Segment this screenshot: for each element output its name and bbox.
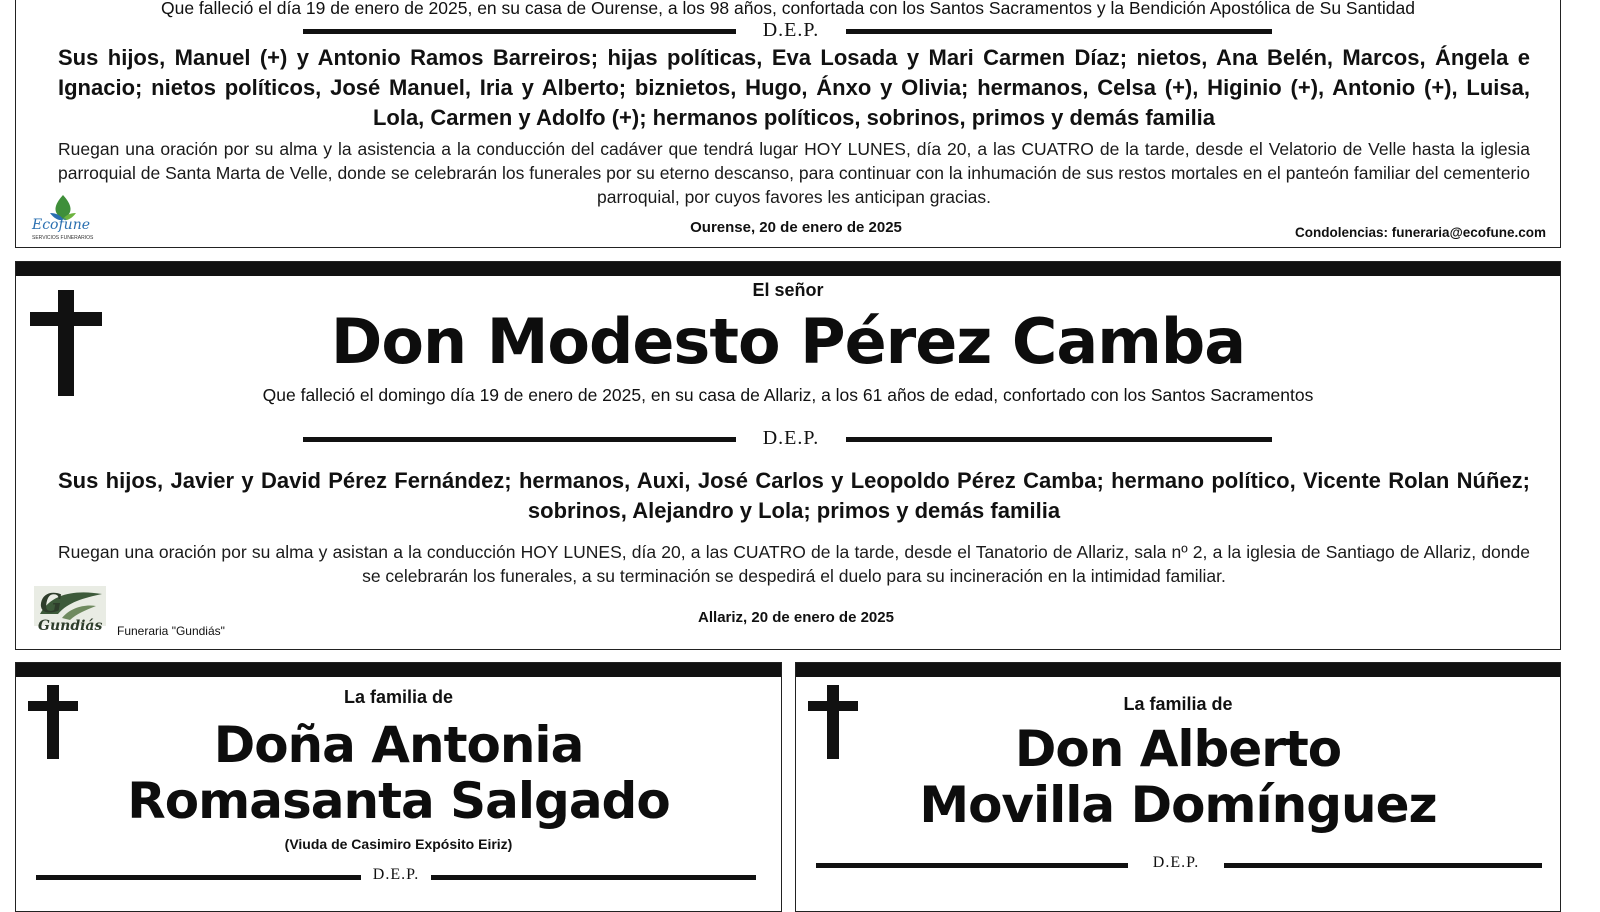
obituary-ramos — [15, 0, 1561, 248]
top-border-bar — [796, 663, 1560, 677]
family-list: Sus hijos, Manuel (+) y Antonio Ramos Barreiros; hijas políticas, Eva Losada y Mari Carmen Díaz; nietos, Ana Belén, Marcos, Ángela e Ignacio; nietos políticos, José Manuel, Iria y Alberto; biznietos, Hugo, Ánxo y Olivia; hermanos, Celsa (+), Higinio (+), Antonio (+), Luisa, Lola, Carmen y Adolfo (+); hermanos políticos, sobrinos, primos y demás familia — [58, 45, 1530, 130]
dep-rule-left — [36, 875, 361, 880]
family-list: Sus hijos, Javier y David Pérez Fernández; hermanos, Auxi, José Carlos y Leopoldo Pérez Camba; hermano político, Vicente Rolan Núñez; sobrinos, Alejandro y Lola; primos y demás familia — [58, 468, 1530, 523]
deceased-name-line2: Romasanta Salgado — [127, 772, 670, 830]
dep-rule-left — [303, 29, 736, 34]
deceased-name-line2: Movilla Domínguez — [919, 776, 1437, 834]
top-border-bar — [16, 262, 1560, 276]
ecofune-logo — [30, 191, 96, 245]
dep-label: D.E.P. — [1152, 854, 1200, 871]
dep-rule-left — [303, 437, 736, 442]
place-date: Ourense, 20 de enero de 2025 — [690, 219, 902, 236]
obituary-romasanta — [15, 662, 782, 912]
deceased-name: Don Modesto Pérez Camba — [330, 305, 1246, 378]
death-line: Que falleció el día 19 de enero de 2025, en su casa de Ourense, a los 98 años, confortada con los Santos Sacramentos y la Bendición Apostólica de Su Santidad — [160, 0, 1416, 18]
honorific-prefix: El señor — [752, 280, 824, 300]
logo-name: Ecofune — [32, 217, 90, 233]
family-of-label: La familia de — [1123, 694, 1233, 714]
funeral-home-name: Funeraria "Gundiás" — [117, 624, 225, 638]
top-border-bar — [16, 663, 781, 677]
dep-rule-right — [846, 437, 1272, 442]
obituary-perez-camba — [15, 261, 1561, 650]
logo-subtitle: SERVICIOS FUNERARIOS — [32, 235, 94, 241]
dep-label: D.E.P. — [762, 19, 820, 41]
obituary-movilla — [795, 662, 1561, 912]
svg-text:G: G — [40, 589, 63, 619]
family-of-label: La familia de — [343, 687, 454, 707]
dep-rule-left — [816, 863, 1128, 868]
prayer-request: Ruegan una oración por su alma y la asistencia a la conducción del cadáver que tendrá lugar HOY LUNES, día 20, a las CUATRO de la tarde, desde el Velatorio de Velle hasta la iglesia parroquial de Santa Marta de Velle, donde se celebrarán los funerales por su eterno descanso, para continuar con la inhumación de sus restos mortales en el panteón familiar del cementerio parroquial, por cuyos favores les anticipan gracias. — [58, 139, 1530, 207]
dep-label: D.E.P. — [372, 866, 420, 883]
logo-name: Gundiás — [38, 618, 103, 634]
dep-rule-right — [846, 29, 1272, 34]
widow-note: (Viuda de Casimiro Expósito Eiriz) — [284, 836, 513, 852]
dep-label: D.E.P. — [762, 427, 820, 449]
condolences-email: Condolencias: funeraria@ecofune.com — [1295, 225, 1546, 240]
deceased-name-line1: Doña Antonia — [213, 716, 584, 774]
death-line: Que falleció el domingo día 19 de enero de 2025, en su casa de Allariz, a los 61 años de edad, confortado con los Santos Sacramentos — [262, 385, 1314, 405]
dep-rule-right — [1224, 863, 1542, 868]
deceased-name-line1: Don Alberto — [1014, 720, 1342, 778]
prayer-request: Ruegan una oración por su alma y asistan a la conducción HOY LUNES, día 20, a las CUATRO de la tarde, desde el Tanatorio de Allariz, sala nº 2, a la iglesia de Santiago de Allariz, donde se celebrarán los funerales, a su terminación se despedirá el duelo para su incineración en la intimidad familiar. — [58, 542, 1530, 586]
dep-rule-right — [431, 875, 756, 880]
place-date: Allariz, 20 de enero de 2025 — [698, 609, 894, 626]
